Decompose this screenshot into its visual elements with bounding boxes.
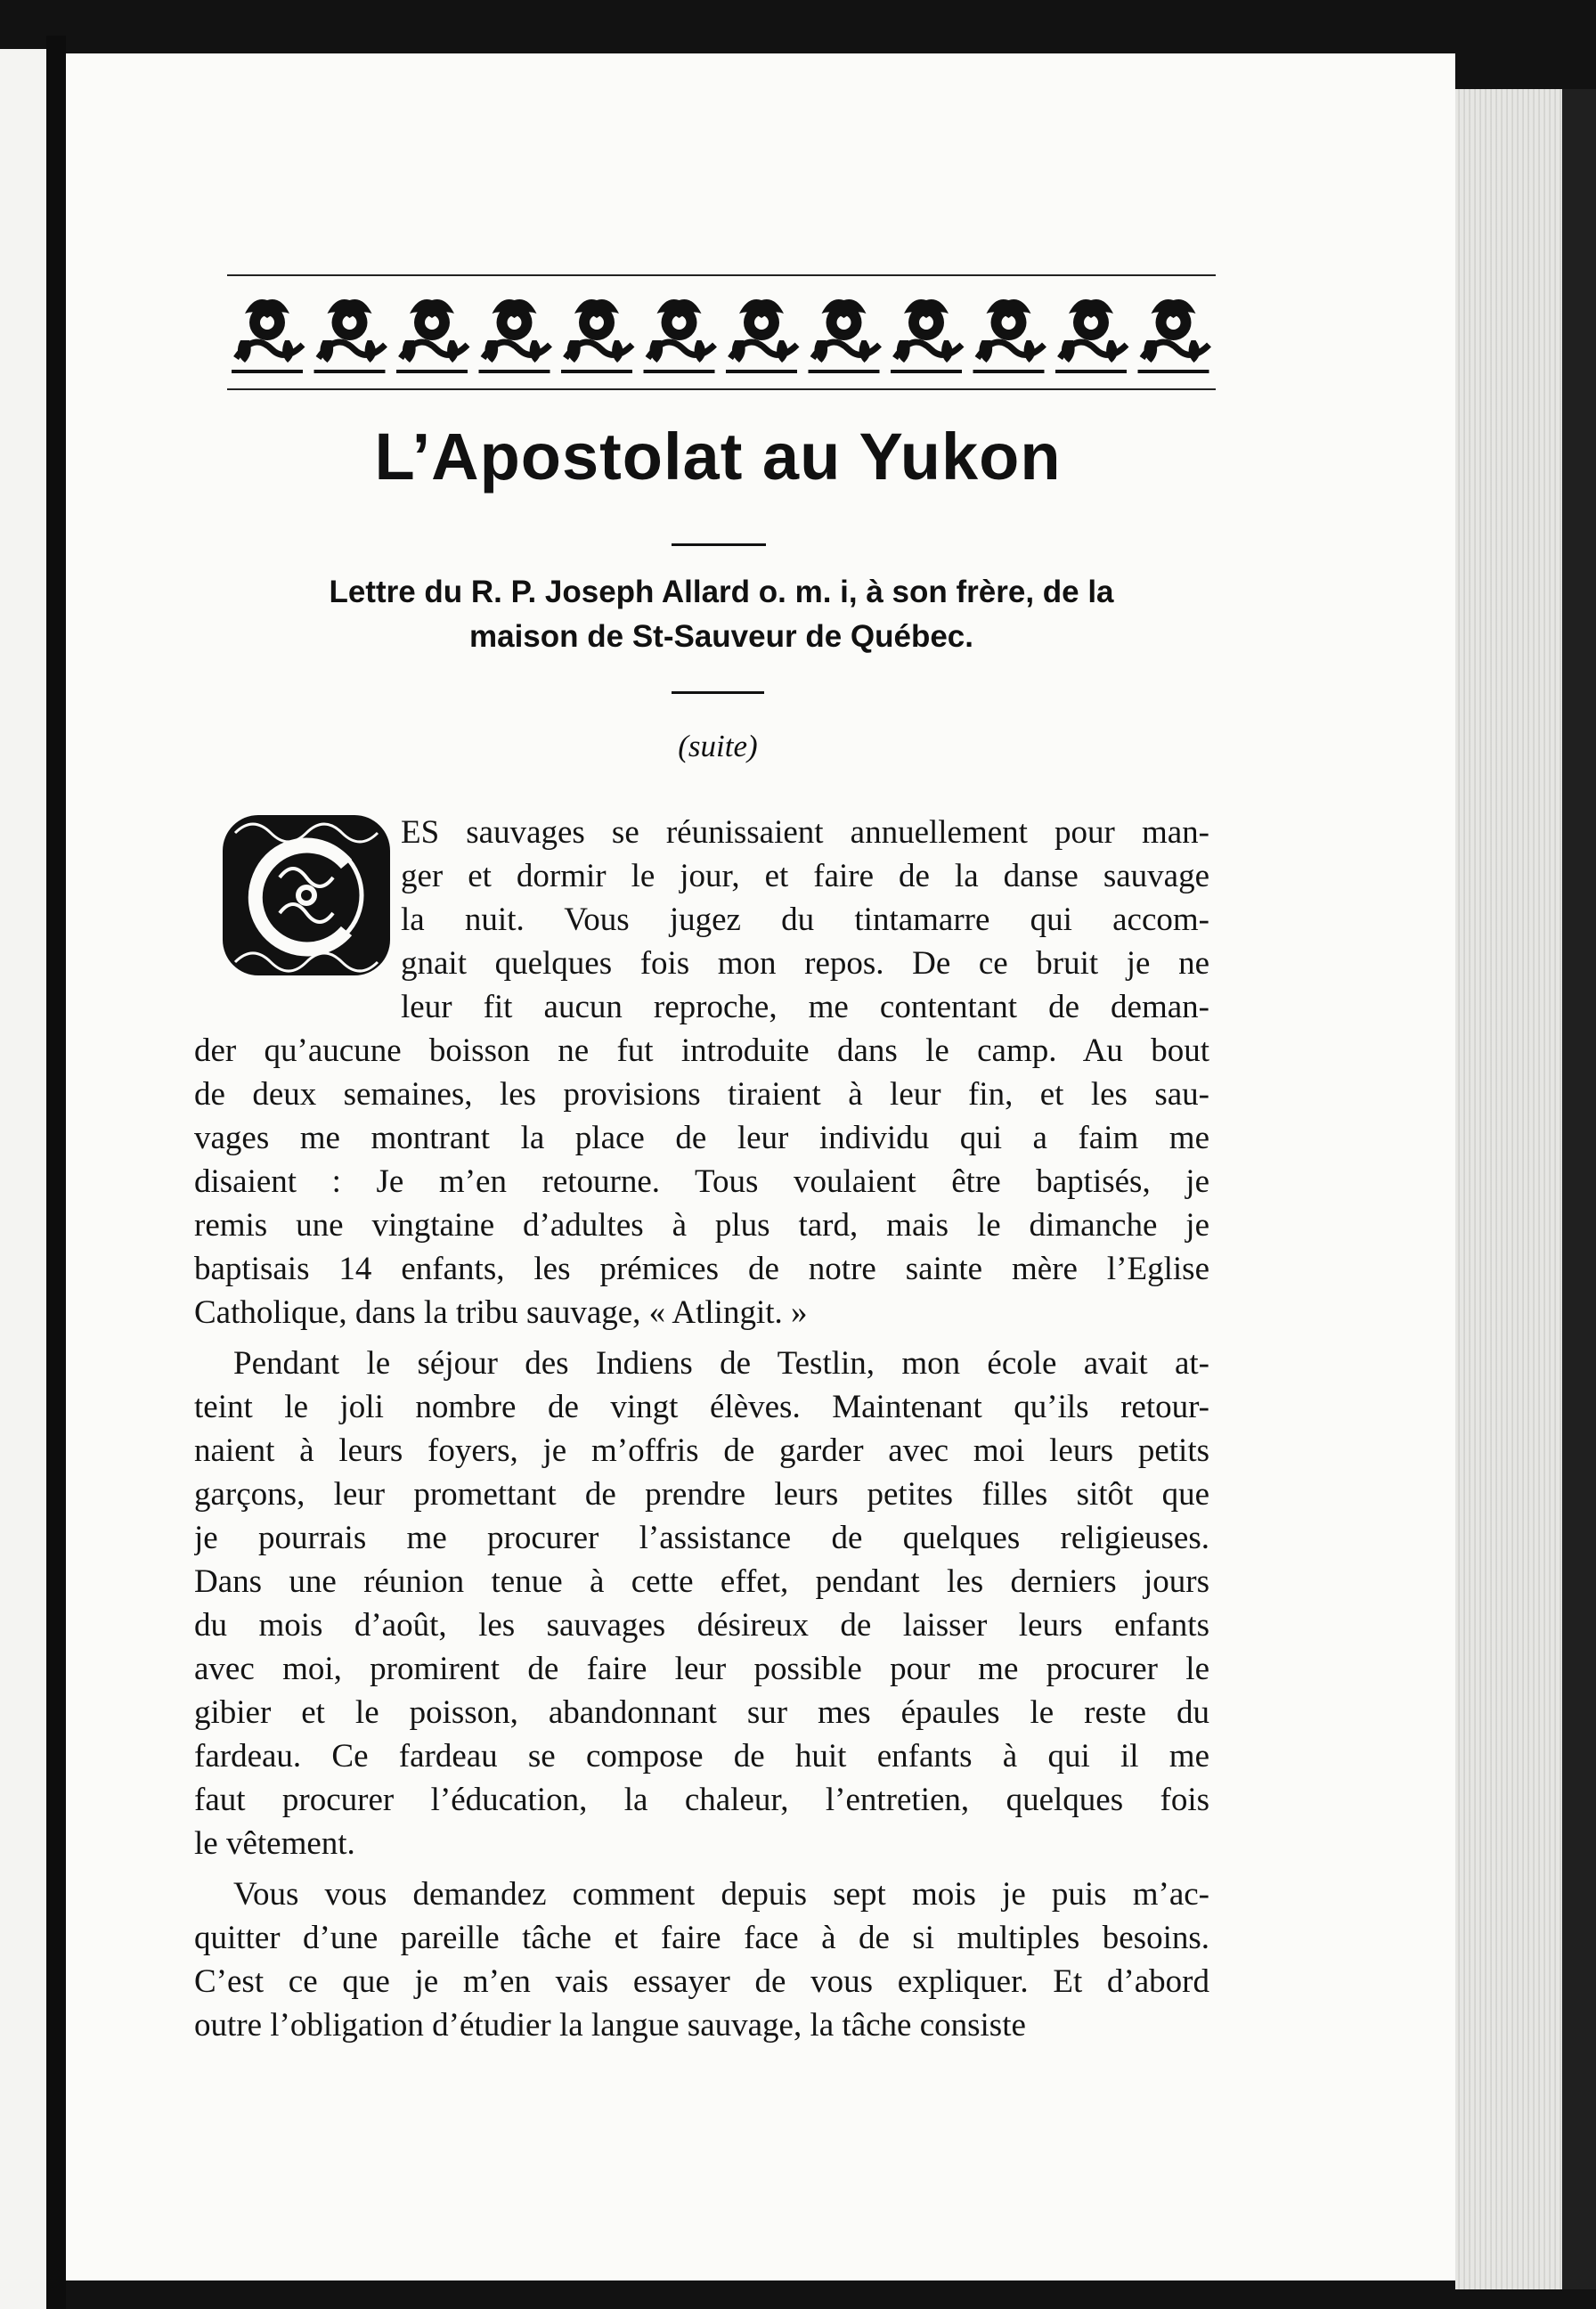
text-line: quitter d’une pareille tâche et faire face à de si multiples besoins. [194, 1920, 1209, 1956]
text-line: vages me montrant la place de leur individu qui a faim me [194, 1120, 1209, 1156]
ornament-flower-icon [479, 299, 550, 371]
text-line: avec moi, promirent de faire leur possible pour me procurer le [194, 1651, 1209, 1687]
ornament-flower-icon [396, 299, 468, 371]
text-line: ger et dormir le jour, et faire de la danse sauvage [401, 858, 1209, 894]
text-line: gnait quelques fois mon repos. De ce bruit je ne [401, 945, 1209, 982]
ornament-flower-icon [314, 299, 386, 371]
text-line: teint le joli nombre de vingt élèves. Maintenant qu’ils retour- [194, 1389, 1209, 1425]
scan-background [1562, 89, 1596, 2289]
text-line: baptisais 14 enfants, les prémices de notre sainte mère l’Eglise [194, 1251, 1209, 1287]
text-line: le vêtement. [194, 1825, 355, 1862]
text-line: la nuit. Vous jugez du tintamarre qui accom- [401, 902, 1209, 938]
paragraph-gap [194, 1334, 1209, 1342]
ornament-rule-bottom [227, 388, 1216, 390]
text-line: fardeau. Ce fardeau se compose de huit enfants à qui il me [194, 1738, 1209, 1775]
text-line: der qu’aucune boisson ne fut introduite dans le camp. Au bout [194, 1032, 1209, 1069]
text-line: Pendant le séjour des Indiens de Testlin, mon école avait at- [233, 1345, 1209, 1382]
paragraph-gap [194, 1865, 1209, 1872]
text-line: Catholique, dans la tribu sauvage, « Atlingit. » [194, 1294, 808, 1331]
text-line: faut procurer l’éducation, la chaleur, l’entretien, quelques fois [194, 1782, 1209, 1818]
article-subtitle [214, 570, 1229, 659]
article-title: L’Apostolat au Yukon [374, 420, 1062, 494]
ornament-flower-icon [644, 299, 715, 371]
text-line: gibier et le poisson, abandonnant sur mes épaules le reste du [194, 1694, 1209, 1731]
text-line: leur fit aucun reproche, me contentant de deman- [401, 989, 1209, 1025]
text-line: C’est ce que je m’en vais essayer de vous expliquer. Et d’abord [194, 1963, 1209, 2000]
ornament-flower-icon [232, 299, 303, 371]
ornament-flower-icon [891, 299, 962, 371]
floral-border-icon [227, 287, 1216, 379]
facing-page-edge [0, 49, 46, 2309]
ornament-flower-icon [726, 299, 797, 371]
text-line: outre l’obligation d’étudier la langue sauvage, la tâche consiste [194, 2007, 1026, 2044]
ornament-flower-icon [561, 299, 632, 371]
continuation-marker: (suite) [678, 729, 758, 763]
subtitle-line-2: maison de St-Sauveur de Québec. [469, 619, 973, 654]
book-gutter [46, 36, 66, 2309]
text-line: Dans une réunion tenue à cette effet, pendant les derniers jours [194, 1563, 1209, 1600]
ornament-flower-icon [973, 299, 1045, 371]
title-divider [672, 543, 766, 546]
subtitle-line-1: Lettre du R. P. Joseph Allard o. m. i, à son frère, de la [329, 575, 1114, 609]
text-line: de deux semaines, les provisions tiraient à leur fin, et les sau- [194, 1076, 1209, 1113]
article-body [194, 811, 1209, 2047]
text-line: naient à leurs foyers, je m’offris de garder avec moi leurs petits [194, 1432, 1209, 1469]
subtitle-divider [672, 691, 764, 694]
text-line: disaient : Je m’en retourne. Tous voulaient être baptisés, je [194, 1163, 1209, 1200]
text-line: garçons, leur promettant de prendre leurs petites filles sitôt que [194, 1476, 1209, 1513]
ornament-rule-top [227, 274, 1216, 276]
text-line: ES sauvages se réunissaient annuellement pour man- [401, 814, 1209, 851]
ornament-flower-icon [1138, 299, 1209, 371]
text-line: remis une vingtaine d’adultes à plus tard, mais le dimanche je [194, 1207, 1209, 1244]
text-line: du mois d’août, les sauvages désireux de laisser leurs enfants [194, 1607, 1209, 1644]
header-ornament [227, 274, 1216, 390]
ornament-flower-icon [809, 299, 880, 371]
text-line: Vous vous demandez comment depuis sept mois je puis m’ac- [233, 1876, 1209, 1913]
page-stack-edges [1455, 89, 1562, 2289]
ornament-flower-icon [1055, 299, 1127, 371]
text-line: je pourrais me procurer l’assistance de quelques religieuses. [194, 1520, 1209, 1556]
